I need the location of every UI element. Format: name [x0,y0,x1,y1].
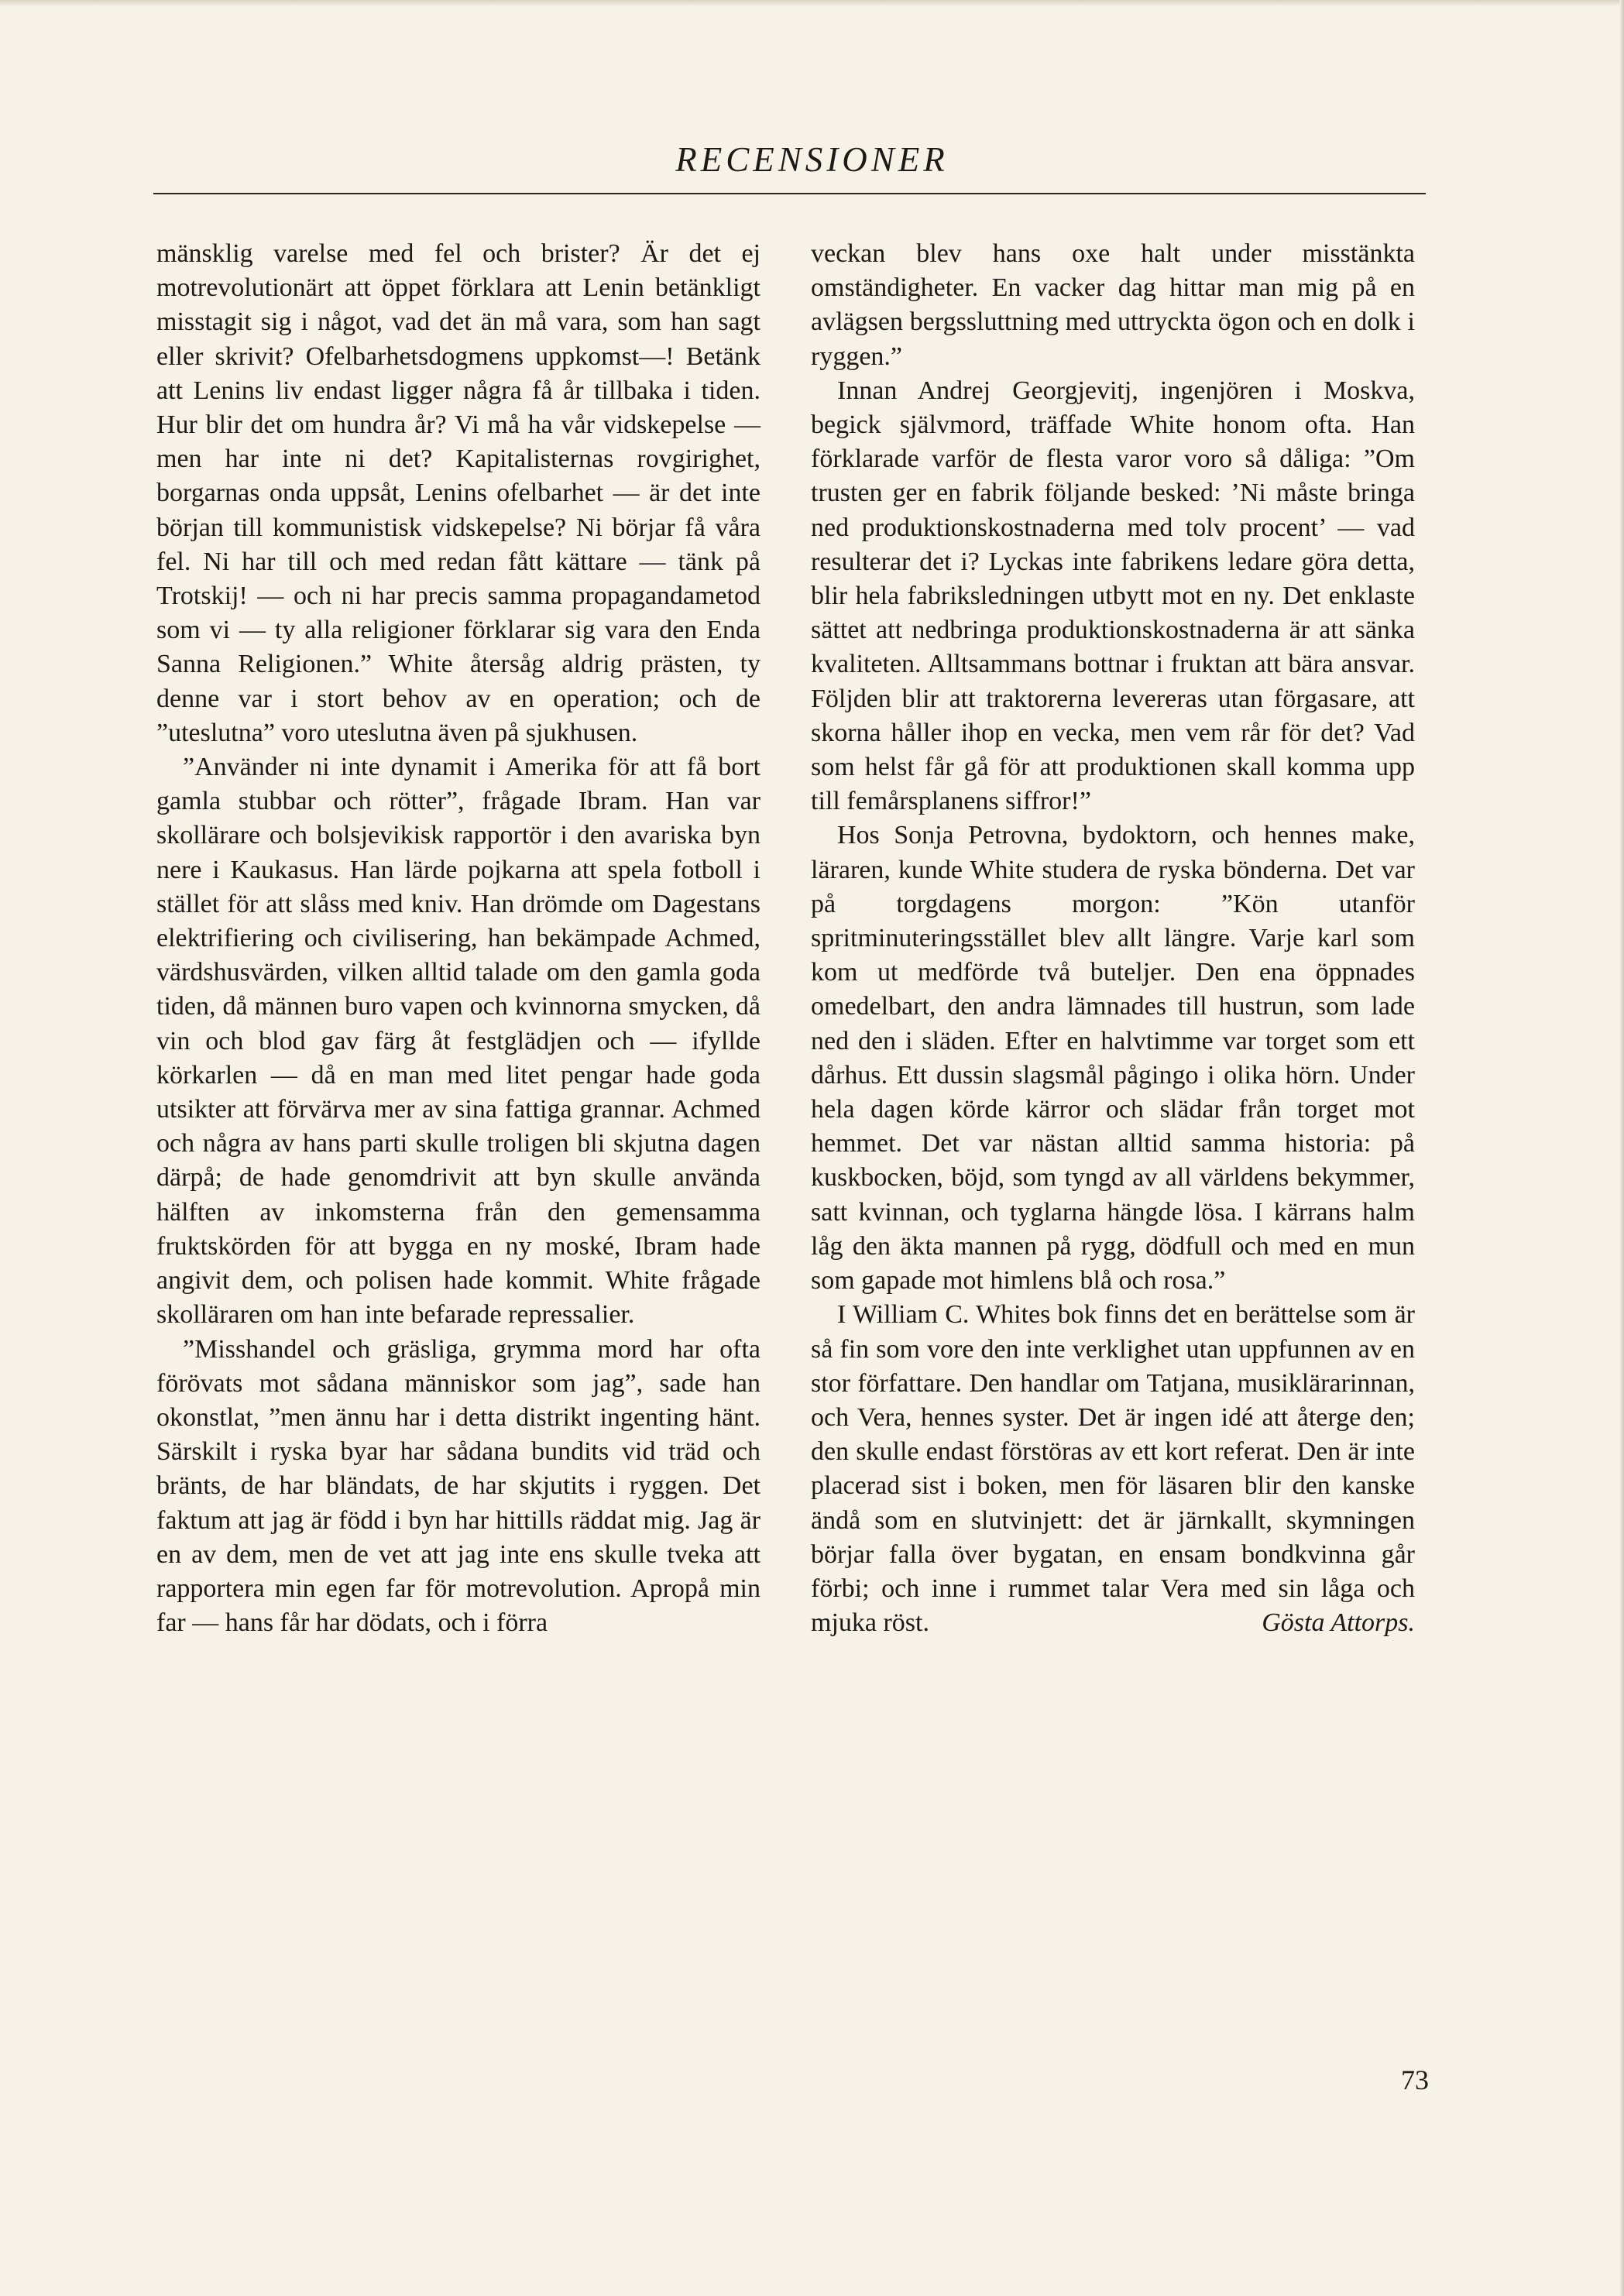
page-top-edge [0,0,1624,6]
author-signature: Gösta Attorps. [1262,1608,1415,1638]
running-head: RECENSIONER [675,140,949,179]
paragraph: mänsklig varelse med fel och brister? Är det ej motrevolutionärt att öppet förklara att Lenin betänkligt misstagit sig i något, vad det än må vara, som han sagt eller skrivit? Ofelbarhetsdogmens uppkomst—! Betänk att Lenins liv endast ligger några få år tillbaka i tiden. Hur blir det om hundra år? Vi må ha vår vidskepelse — men har inte ni det? Kapitalisternas rovgirighet, borgarnas onda uppsåt, Lenins ofelbarhet — är det inte början till kommunistisk vidskepelse? Ni börjar få våra fel. Ni har till och med redan fått kättare — tänk på Trotskij! — och ni har precis samma propagandametod som vi — ty alla religioner förklarar sig vara den Enda Sanna Religionen.” White återsåg aldrig prästen, ty denne var i stort behov av en operation; och de ”uteslutna” voro uteslutna även på sjukhusen. [156,239,760,747]
paragraph: Innan Andrej Georgjevitj, ingenjören i Moskva, begick självmord, träffade White honom ofta. Han förklarade varför de flesta varor voro så dåliga: ”Om trusten ger en fabrik följande besked: ’Ni måste bringa ned produktionskostnaderna med tolv procent’ — vad resulterar det i? Lyckas inte fabrikens ledare göra detta, blir hela fabriksledningen utbytt mot en ny. Det enklaste sättet att nedbringa produktionskostnaderna är att sänka kvaliteten. Alltsammans bottnar i fruktan att bära ansvar. Följden blir att traktorerna levereras utan förgasare, att skorna håller ihop en vecka, men vem rår för det? Vad som helst får gå för att produktionen skall komma upp till femårsplanens siffror!” [811,376,1415,816]
paragraph: veckan blev hans oxe halt under misstänkta omständigheter. En vacker dag hittar man mig på en avlägsen bergssluttning med uttryckta ögon och en dolk i ryggen.” [811,239,1415,371]
right-column [811,237,1415,1640]
paragraph: ”Misshandel och gräsliga, grymma mord har ofta förövats mot sådana människor som jag”, sade han okonstlat, ”men ännu har i detta distrikt ingenting hänt. Särskilt i ryska byar har sådana bundits vid träd och bränts, de har bländats, de har skjutits i ryggen. Det faktum att jag är född i byn har hittills räddat mig. Jag är en av dem, men de vet att jag inte ens skulle tveka att rapportera min egen far för motrevolution. Apropå min far — hans får har dödats, och i förra [156,1334,760,1638]
left-column [156,237,760,1640]
page-right-edge [1619,0,1624,2296]
paragraph: ”Använder ni inte dynamit i Amerika för att få bort gamla stubbar och rötter”, frågade Ibram. Han var skollärare och bolsjevikisk rapportör i den avariska byn nere i Kaukasus. Han lärde pojkarna att spela fotboll i stället för att slåss med kniv. Han drömde om Dagestans elektrifiering och civilisering, han bekämpade Achmed, värdshusvärden, vilken alltid talade om den gamla goda tiden, då männen buro vapen och kvinnorna smycken, då vin och blod gav färg åt festglädjen och — ifyllde körkarlen — då en man med litet pengar hade goda utsikter att förvärva mer av sina fattiga grannar. Achmed och några av hans parti skulle troligen bli skjutna dagen därpå; de hade genomdrivit att byn skulle använda hälften av inkomsterna från den gemensamma fruktskörden för att bygga en ny moské, Ibram hade angivit dem, och polisen hade kommit. White frågade skolläraren om han inte befarade repressalier. [156,753,760,1330]
last-paragraph [811,1298,1415,1640]
paragraph: Hos Sonja Petrovna, bydoktorn, och hennes make, läraren, kunde White studera de ryska bönderna. Det var på torgdagens morgon: ”Kön utanför spritminuteringsstället blev allt längre. Varje karl som kom ut medförde två buteljer. Den ena öppnades omedelbart, den andra lämnades till hustrun, som lade ned den i släden. Efter en halvtimme var torget som ett dårhus. Ett dussin slagsmål pågingo i olika hörn. Under hela dagen körde kärror och slädar från torget mot hemmet. Det var nästan alltid samma historia: på kuskbocken, böjd, som tyngd av all världens bekymmer, satt kvinnan, och tyglarna hängde lösa. I kärrans halm låg den äkta mannen på rygg, dödfull och med en mun som gapade mot himlens blå och rosa.” [811,821,1415,1296]
page-number: 73 [1401,2064,1429,2095]
header-rule [153,193,1426,194]
paragraph-text: I William C. Whites bok finns det en berättelse som är så fin som vore den inte verklighet utan uppfunnen av en stor författare. Den handlar om Tatjana, musiklärarinnan, och Vera, hennes syster. Det är ingen idé att återge den; den skulle endast förstöras av ett kort referat. Den är inte placerad sist i boken, men för läsaren blir den kanske ändå som en slutvinjett: det är järnkallt, skymningen börjar falla över bygatan, en ensam bondkvinna går förbi; och inne i rummet talar Vera med sin låga och mjuka röst. [811,1300,1415,1638]
